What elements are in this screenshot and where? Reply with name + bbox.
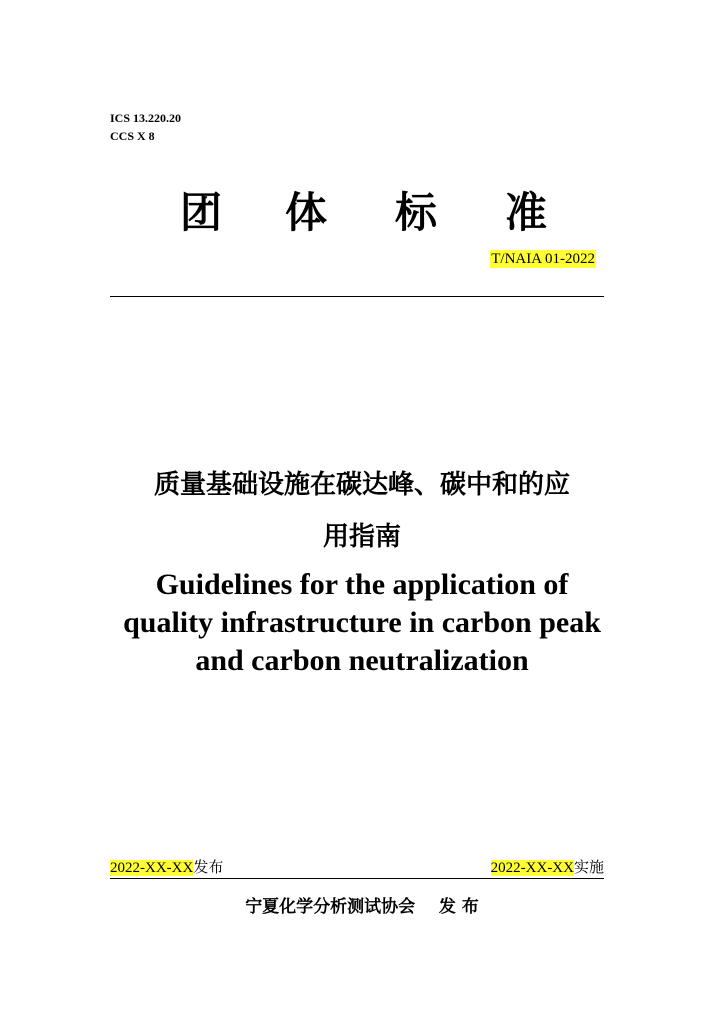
chinese-title-line-2: 用指南 bbox=[322, 522, 401, 552]
issuer-name: 宁夏化学分析测试协会 bbox=[245, 897, 416, 917]
issuer bbox=[0, 896, 724, 918]
english-title-line-1: Guidelines for the application of bbox=[155, 568, 569, 601]
doc-type-char-3: 标 bbox=[395, 188, 438, 237]
document-type-title bbox=[0, 190, 724, 240]
standard-number: T/NAIA 01-2022 bbox=[491, 251, 595, 267]
english-title-line-3: and carbon neutralization bbox=[195, 644, 529, 677]
publish-date-group bbox=[110, 858, 223, 878]
chinese-title-line-1: 质量基础设施在碳达峰、碳中和的应 bbox=[153, 470, 570, 500]
doc-type-char-1: 团 bbox=[180, 188, 223, 237]
publish-label: 发布 bbox=[193, 858, 224, 876]
doc-type-char-4: 准 bbox=[505, 188, 548, 237]
ics-code: ICS 13.220.20 bbox=[110, 111, 182, 125]
doc-type-char-2: 体 bbox=[285, 188, 328, 237]
implement-date-group bbox=[491, 858, 604, 878]
date-line bbox=[110, 858, 604, 879]
header-divider bbox=[110, 296, 604, 297]
implement-label: 实施 bbox=[573, 858, 604, 876]
publish-date: 2022-XX-XX bbox=[110, 860, 194, 876]
implement-date: 2022-XX-XX bbox=[490, 860, 574, 876]
classification-codes bbox=[110, 109, 181, 145]
issuer-action: 发 布 bbox=[438, 897, 479, 917]
english-title-line-2: quality infrastructure in carbon peak bbox=[123, 606, 601, 639]
ccs-code: CCS X 8 bbox=[110, 129, 155, 143]
english-title bbox=[60, 566, 664, 680]
